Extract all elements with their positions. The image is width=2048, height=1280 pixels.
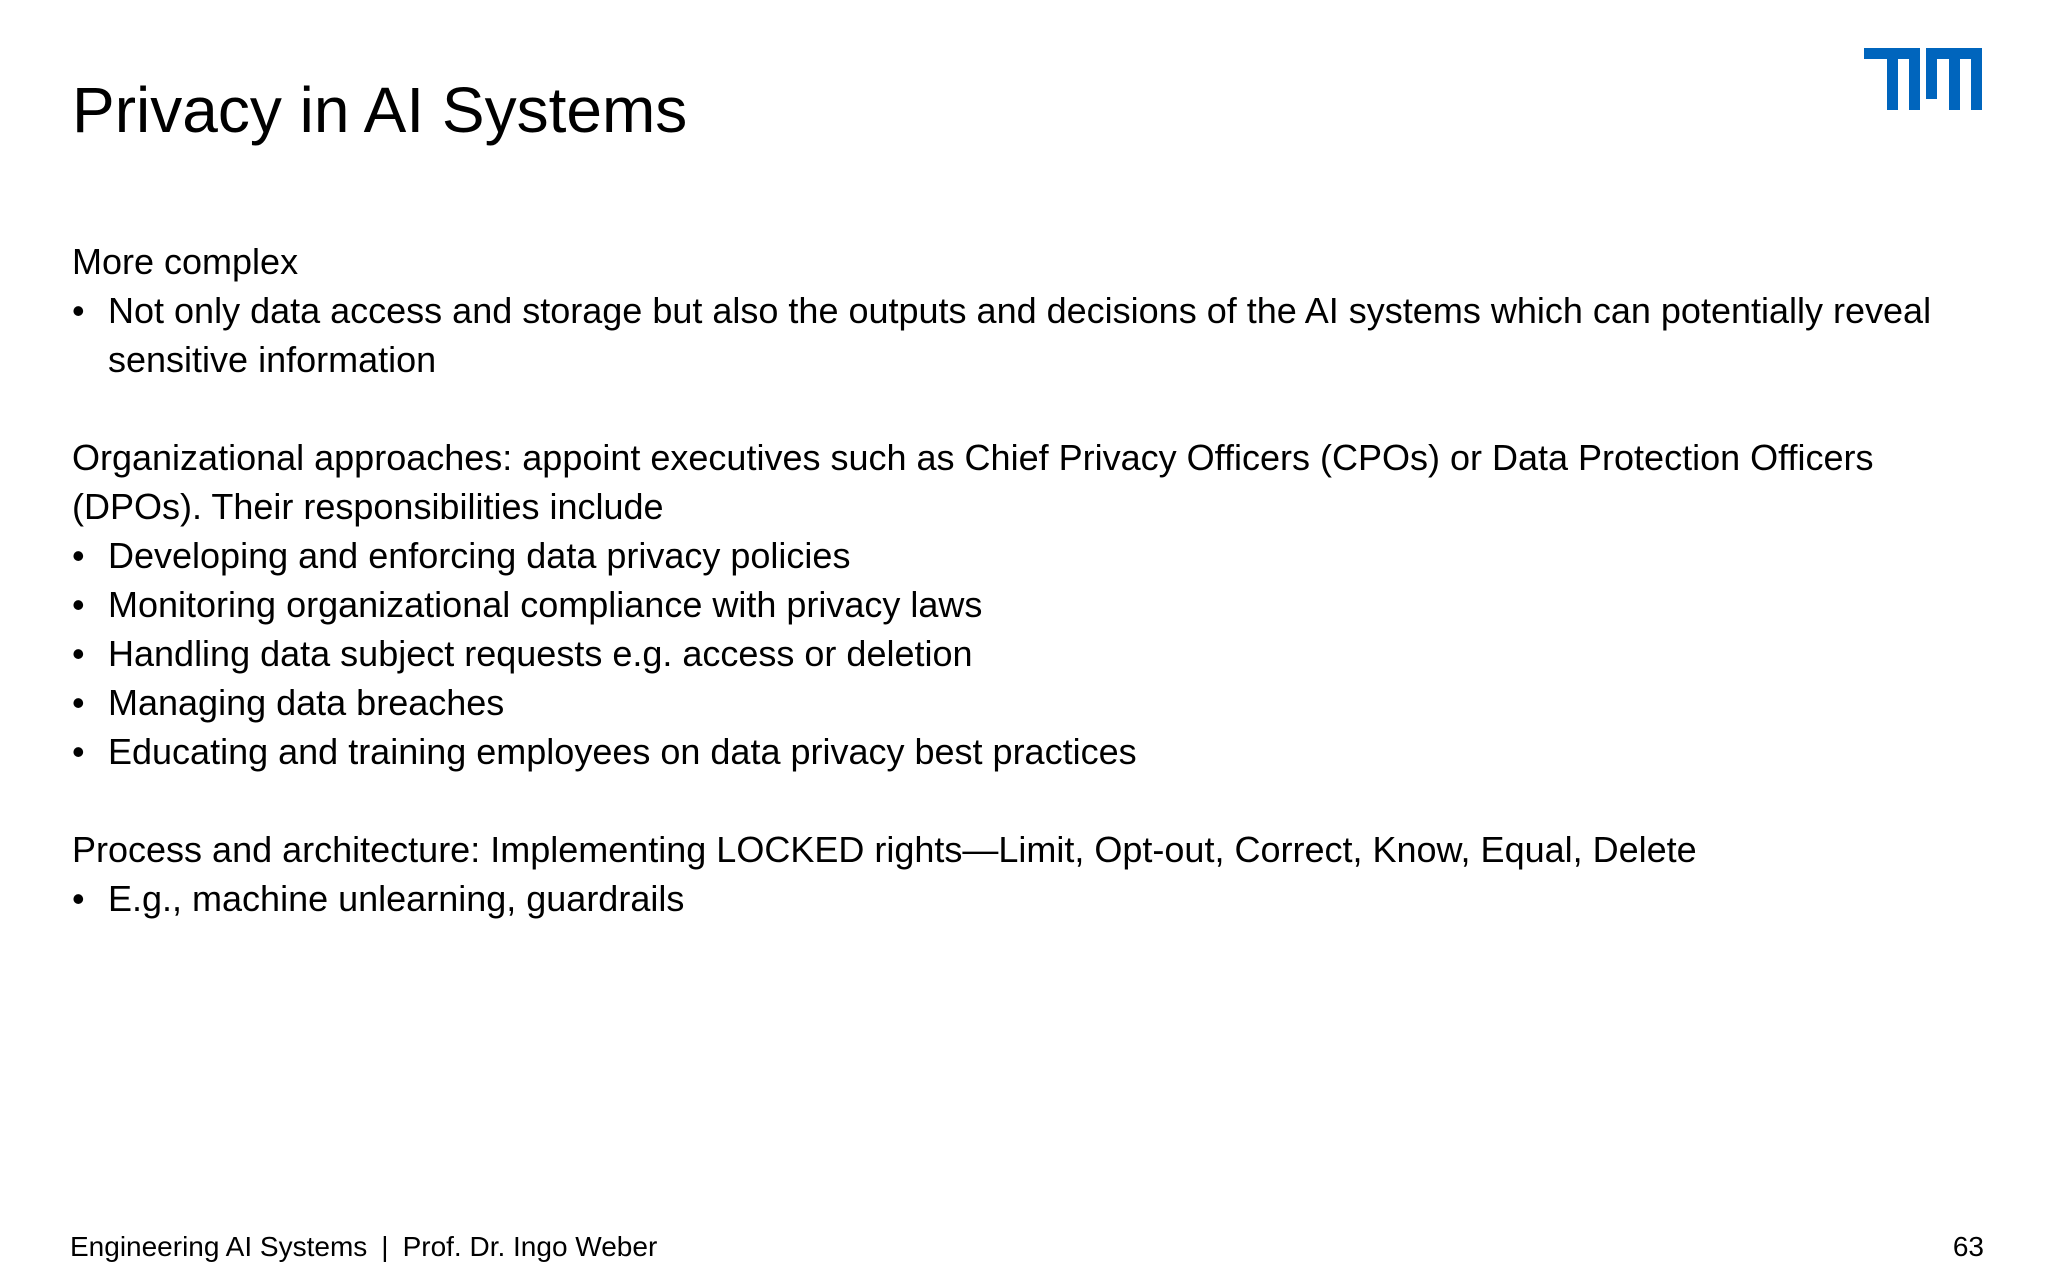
bullet-item	[72, 727, 1972, 776]
bullet-item	[72, 286, 1972, 384]
bullet-dot: •	[72, 633, 85, 674]
footer-left	[70, 1230, 657, 1264]
page-number: 63	[1952, 1231, 1984, 1262]
bullet-dot: •	[72, 535, 85, 576]
bullet-text: Monitoring organizational compliance with privacy laws	[108, 584, 983, 625]
bullet-text: Educating and training employees on data privacy best practices	[108, 731, 1137, 772]
bullet-text: Not only data access and storage but also the outputs and decisions of the AI systems which can potentially reveal	[108, 290, 1932, 331]
footer-separator: |	[381, 1231, 389, 1262]
section-heading-line: Organizational approaches: appoint executives such as Chief Privacy Officers (CPOs) or Data Protection Officers	[72, 437, 1874, 478]
bullet-item	[72, 678, 1972, 727]
spacer	[72, 384, 1972, 433]
section-heading: Process and architecture: Implementing LOCKED rights—Limit, Opt-out, Correct, Know, Equal, Delete	[72, 829, 1697, 870]
section-heading: More complex	[72, 241, 299, 282]
section-heading-line: (DPOs). Their responsibilities include	[72, 486, 664, 527]
bullet-text: Handling data subject requests e.g. access or deletion	[108, 633, 973, 674]
footer-course: Engineering AI Systems	[70, 1231, 368, 1262]
bullet-item	[72, 874, 1972, 923]
bullet-dot: •	[72, 878, 85, 919]
bullet-text: Managing data breaches	[108, 682, 505, 723]
bullet-dot: •	[72, 290, 85, 331]
bullet-text: sensitive information	[108, 339, 437, 380]
bullet-dot: •	[72, 731, 85, 772]
tum-logo-icon	[1864, 48, 1982, 110]
bullet-item	[72, 629, 1972, 678]
footer-author: Prof. Dr. Ingo Weber	[402, 1231, 658, 1262]
slide-title: Privacy in AI Systems	[72, 74, 688, 146]
bullet-dot: •	[72, 584, 85, 625]
bullet-text: Developing and enforcing data privacy policies	[108, 535, 851, 576]
spacer	[72, 776, 1972, 825]
bullet-item	[72, 580, 1972, 629]
bullet-text: E.g., machine unlearning, guardrails	[108, 878, 685, 919]
bullet-item	[72, 531, 1972, 580]
bullet-dot: •	[72, 682, 85, 723]
slide-body	[72, 237, 1972, 923]
section-heading	[72, 433, 1972, 531]
